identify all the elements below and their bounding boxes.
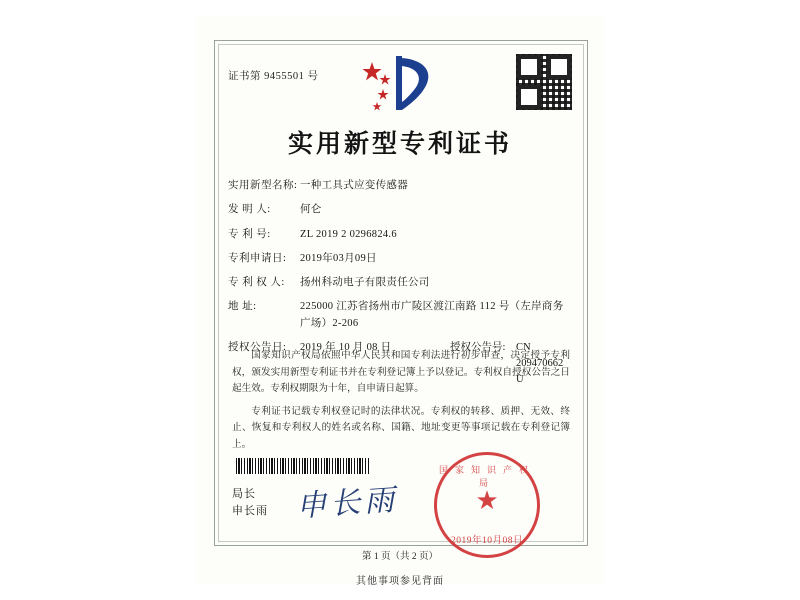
field-label: 实用新型名称: xyxy=(228,180,298,191)
seal-date: 2019年10月08日 xyxy=(450,536,523,546)
page-number: 第 1 页（共 2 页） xyxy=(361,552,438,562)
grant-date-value: 2019 年 10 月 08 日 xyxy=(300,341,392,353)
field-value: 何仑 xyxy=(300,204,322,216)
legal-text xyxy=(232,348,570,459)
field-row xyxy=(228,202,572,218)
field-label: 专 利 号: xyxy=(228,228,271,240)
field-label: 发 明 人: xyxy=(228,204,271,216)
field-label: 专 利 权 人: xyxy=(228,277,285,289)
barcode-icon xyxy=(236,458,370,474)
footer-note: 其他事项参见背面 xyxy=(356,576,444,587)
page-title: 实用新型专利证书 xyxy=(287,129,512,158)
grant-number-value: CN 209470662 U xyxy=(516,341,564,386)
field-value: 一种工具式应变传感器 xyxy=(300,180,408,191)
grant-number-label: 授权公告号: xyxy=(450,341,506,353)
field-value: 225000 江苏省扬州市广陵区渡江南路 112 号（左岸商务广场）2-206 xyxy=(300,301,564,329)
field-value: 2019年03月09日 xyxy=(300,252,377,264)
field-row xyxy=(228,275,572,291)
field-row xyxy=(228,251,572,267)
field-row xyxy=(228,299,572,332)
signatory-name: 申长雨 xyxy=(232,504,268,517)
qr-code-icon xyxy=(516,54,572,110)
signatory-title xyxy=(232,486,268,519)
patent-emblem-icon xyxy=(352,52,448,114)
field-label: 专利申请日: xyxy=(228,252,287,264)
seal-top-text: 国家知识产权局 xyxy=(438,465,535,488)
handwritten-signature: 申长雨 xyxy=(295,482,400,525)
paragraph: 国家知识产权局依照中华人民共和国专利法进行初步审查，决定授予专利权，颁发实用新型专利证书并在专利登记簿上予以登记。专利权自授权公告之日起生效。专利权期限为十年，自申请日起算。 xyxy=(232,350,570,394)
field-row xyxy=(228,227,572,243)
paragraph: 专利证书记载专利权登记时的法律状况。专利权的转移、质押、无效、终止、恢复和专利权人的姓名或名称、国籍、地址变更等事项记载在专利登记簿上。 xyxy=(232,405,570,450)
field-value: 扬州科动电子有限责任公司 xyxy=(300,277,430,289)
star-icon: ★ xyxy=(475,486,499,515)
grant-date-label: 授权公告日: xyxy=(228,341,287,353)
field-label: 地 址: xyxy=(228,301,257,313)
field-row xyxy=(228,178,572,194)
field-value: ZL 2019 2 0296824.6 xyxy=(300,228,397,240)
signatory-role: 局长 xyxy=(232,488,256,500)
official-seal xyxy=(434,452,540,558)
certificate-number: 证书第 9455501 号 xyxy=(228,71,319,82)
